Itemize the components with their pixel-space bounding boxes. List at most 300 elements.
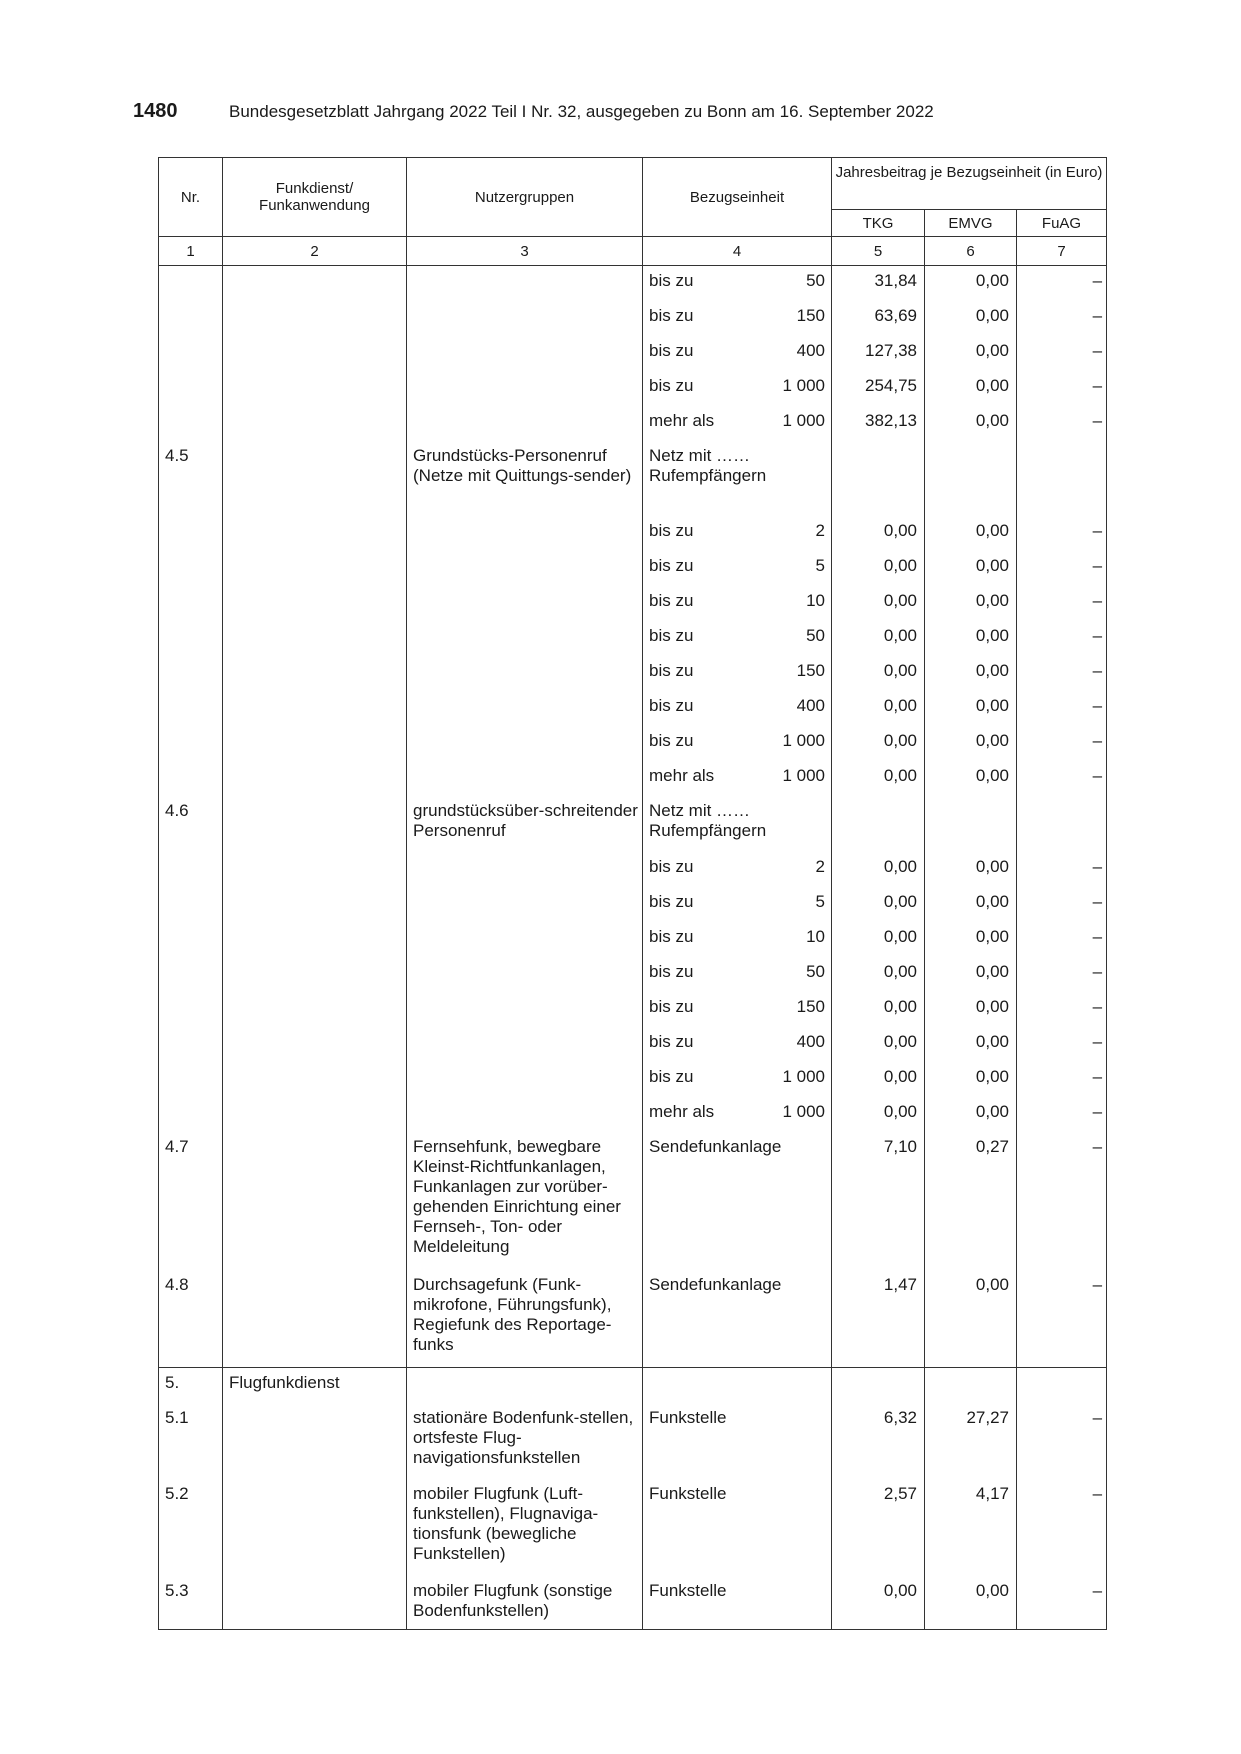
cell-funkdienst	[223, 852, 407, 887]
bezugseinheit-content	[649, 376, 825, 396]
cell-fuag: –	[1017, 922, 1107, 957]
cell-emvg: 0,00	[925, 406, 1017, 441]
cell-fuag: –	[1017, 957, 1107, 992]
table-row	[159, 887, 1107, 922]
cell-bezugseinheit	[643, 1097, 832, 1132]
cell-tkg: 0,00	[832, 1027, 925, 1062]
bezugseinheit-content	[649, 271, 825, 291]
bezugseinheit-label: bis zu	[649, 926, 694, 946]
cell-funkdienst	[223, 1270, 407, 1368]
bezugseinheit-label: bis zu	[649, 375, 694, 395]
cell-funkdienst	[223, 586, 407, 621]
cell-emvg: 0,00	[925, 586, 1017, 621]
cell-funkdienst	[223, 371, 407, 406]
bezugseinheit-content	[649, 1032, 825, 1052]
cell-funkdienst	[223, 516, 407, 551]
table-row	[159, 1479, 1107, 1576]
header-jahresbeitrag: Jahresbeitrag je Bezugseinheit (in Euro)	[832, 158, 1107, 210]
bezugseinheit-content	[649, 661, 825, 681]
bezugseinheit-menge: 5	[815, 555, 825, 575]
table-row	[159, 516, 1107, 551]
table-row	[159, 1403, 1107, 1479]
table-row	[159, 691, 1107, 726]
bezugseinheit-content	[649, 1581, 825, 1601]
cell-tkg	[832, 1368, 925, 1403]
cell-fuag: –	[1017, 1403, 1107, 1479]
cell-nutzergruppe	[407, 887, 643, 922]
header-bezugseinheit: Bezugseinheit	[643, 158, 832, 237]
bezugseinheit-menge: 400	[796, 340, 825, 360]
cell-nr: 4.7	[159, 1132, 223, 1270]
cell-tkg: 7,10	[832, 1132, 925, 1270]
cell-bezugseinheit	[643, 922, 832, 957]
bezugseinheit-label: bis zu	[649, 961, 694, 981]
cell-bezugseinheit	[643, 441, 832, 516]
cell-fuag: –	[1017, 887, 1107, 922]
cell-bezugseinheit	[643, 301, 832, 336]
cell-nr	[159, 516, 223, 551]
bezugseinheit-content	[649, 626, 825, 646]
cell-tkg: 1,47	[832, 1270, 925, 1368]
table-row	[159, 1576, 1107, 1630]
cell-emvg	[925, 796, 1017, 852]
bezugseinheit-content	[649, 1137, 825, 1157]
bezugseinheit-label: bis zu	[649, 1066, 694, 1086]
bezugseinheit-menge: 400	[796, 1031, 825, 1051]
cell-emvg: 0,00	[925, 1097, 1017, 1132]
cell-nr: 4.5	[159, 441, 223, 516]
bezugseinheit-content	[649, 857, 825, 877]
header-funkdienst: Funkdienst/ Funkanwendung	[223, 158, 407, 237]
cell-fuag: –	[1017, 266, 1107, 301]
cell-emvg	[925, 1368, 1017, 1403]
bezugseinheit-label: bis zu	[649, 625, 694, 645]
header-nr: Nr.	[159, 158, 223, 237]
cell-funkdienst	[223, 992, 407, 1027]
bezugseinheit-content	[649, 731, 825, 751]
cell-fuag	[1017, 441, 1107, 516]
header-emvg: EMVG	[925, 210, 1017, 237]
bezugseinheit-menge: 2	[815, 856, 825, 876]
cell-bezugseinheit	[643, 887, 832, 922]
cell-nutzergruppe	[407, 371, 643, 406]
cell-fuag: –	[1017, 992, 1107, 1027]
cell-fuag: –	[1017, 1062, 1107, 1097]
cell-nutzergruppe	[407, 266, 643, 301]
header-nutzergruppen: Nutzergruppen	[407, 158, 643, 237]
cell-tkg: 254,75	[832, 371, 925, 406]
table-row	[159, 1062, 1107, 1097]
bezugseinheit-menge: 10	[806, 590, 825, 610]
bezugseinheit-label: mehr als	[649, 1101, 715, 1121]
bezugseinheit-menge: 400	[796, 695, 825, 715]
bezugseinheit-label: bis zu	[649, 590, 694, 610]
bezugseinheit-label: bis zu	[649, 520, 694, 540]
cell-nr	[159, 922, 223, 957]
cell-nutzergruppe	[407, 922, 643, 957]
cell-nr: 5.1	[159, 1403, 223, 1479]
bezugseinheit-content	[649, 1484, 825, 1504]
cell-emvg: 0,00	[925, 516, 1017, 551]
cell-nr	[159, 992, 223, 1027]
cell-nr	[159, 957, 223, 992]
bezugseinheit-menge: 150	[796, 305, 825, 325]
bezugseinheit-content	[649, 341, 825, 361]
cell-emvg: 0,00	[925, 761, 1017, 796]
cell-nr	[159, 852, 223, 887]
cell-fuag: –	[1017, 1576, 1107, 1630]
cell-nutzergruppe	[407, 1368, 643, 1403]
cell-bezugseinheit	[643, 992, 832, 1027]
bezugseinheit-menge: 1 000	[782, 375, 825, 395]
cell-fuag: –	[1017, 726, 1107, 761]
bezugseinheit-content	[649, 801, 825, 841]
table-row	[159, 852, 1107, 887]
cell-nr	[159, 586, 223, 621]
bezugseinheit-content	[649, 927, 825, 947]
bezugseinheit-label: bis zu	[649, 340, 694, 360]
cell-bezugseinheit	[643, 336, 832, 371]
bezugseinheit-content	[649, 997, 825, 1017]
table-row	[159, 1097, 1107, 1132]
cell-emvg: 0,00	[925, 301, 1017, 336]
cell-tkg: 0,00	[832, 922, 925, 957]
column-number: 5	[832, 237, 925, 266]
cell-bezugseinheit	[643, 516, 832, 551]
bezugseinheit-content	[649, 892, 825, 912]
page-title: Bundesgesetzblatt Jahrgang 2022 Teil I Nr. 32, ausgegeben zu Bonn am 16. September 2022	[229, 102, 934, 121]
cell-emvg: 0,00	[925, 1576, 1017, 1630]
bezugseinheit-label: bis zu	[649, 891, 694, 911]
cell-nutzergruppe	[407, 761, 643, 796]
bezugseinheit-menge: 1 000	[782, 410, 825, 430]
cell-funkdienst	[223, 957, 407, 992]
cell-tkg: 0,00	[832, 1097, 925, 1132]
cell-fuag: –	[1017, 301, 1107, 336]
cell-funkdienst	[223, 406, 407, 441]
bezugseinheit-label: bis zu	[649, 695, 694, 715]
bezugseinheit-menge: 150	[796, 996, 825, 1016]
cell-tkg: 382,13	[832, 406, 925, 441]
cell-fuag: –	[1017, 1097, 1107, 1132]
table-row	[159, 957, 1107, 992]
bezugseinheit-menge: 5	[815, 891, 825, 911]
bezugseinheit-content	[649, 1408, 825, 1428]
cell-funkdienst	[223, 621, 407, 656]
page-number: 1480	[133, 100, 178, 122]
table-row	[159, 266, 1107, 301]
cell-bezugseinheit	[643, 1576, 832, 1630]
cell-fuag: –	[1017, 761, 1107, 796]
bezugseinheit-label: Funkstelle	[649, 1407, 727, 1427]
cell-bezugseinheit	[643, 957, 832, 992]
bezugseinheit-label: Netz mit …… Rufempfängern	[649, 800, 767, 840]
cell-fuag: –	[1017, 852, 1107, 887]
bezugseinheit-label: bis zu	[649, 1031, 694, 1051]
cell-bezugseinheit	[643, 761, 832, 796]
cell-funkdienst	[223, 691, 407, 726]
cell-emvg: 4,17	[925, 1479, 1017, 1576]
bezugseinheit-content	[649, 556, 825, 576]
cell-funkdienst	[223, 796, 407, 852]
cell-funkdienst	[223, 1479, 407, 1576]
cell-tkg	[832, 441, 925, 516]
cell-tkg: 0,00	[832, 992, 925, 1027]
table-row	[159, 1270, 1107, 1368]
bezugseinheit-menge: 50	[806, 961, 825, 981]
bezugseinheit-content	[649, 1067, 825, 1087]
cell-bezugseinheit	[643, 406, 832, 441]
cell-funkdienst	[223, 726, 407, 761]
table-row	[159, 301, 1107, 336]
bezugseinheit-content	[649, 521, 825, 541]
cell-bezugseinheit	[643, 1027, 832, 1062]
fee-table	[158, 157, 1107, 1630]
cell-fuag	[1017, 796, 1107, 852]
cell-tkg: 0,00	[832, 957, 925, 992]
bezugseinheit-menge: 150	[796, 660, 825, 680]
cell-nutzergruppe: stationäre Bodenfunk-stellen, ortsfeste Flug-navigationsfunkstellen	[407, 1403, 643, 1479]
bezugseinheit-label: Funkstelle	[649, 1580, 727, 1600]
cell-emvg: 0,00	[925, 726, 1017, 761]
cell-emvg: 0,00	[925, 852, 1017, 887]
cell-tkg: 0,00	[832, 852, 925, 887]
cell-emvg: 0,00	[925, 266, 1017, 301]
cell-funkdienst	[223, 761, 407, 796]
bezugseinheit-label: Sendefunkanlage	[649, 1274, 782, 1294]
cell-nr	[159, 266, 223, 301]
cell-tkg: 0,00	[832, 691, 925, 726]
cell-nr	[159, 1097, 223, 1132]
cell-fuag: –	[1017, 586, 1107, 621]
cell-fuag: –	[1017, 656, 1107, 691]
cell-nr	[159, 621, 223, 656]
cell-funkdienst: Flugfunkdienst	[223, 1368, 407, 1403]
bezugseinheit-content	[649, 411, 825, 431]
cell-nr	[159, 406, 223, 441]
cell-emvg: 0,00	[925, 1062, 1017, 1097]
cell-fuag: –	[1017, 336, 1107, 371]
cell-bezugseinheit	[643, 621, 832, 656]
cell-emvg: 0,00	[925, 1027, 1017, 1062]
table-row	[159, 992, 1107, 1027]
cell-nutzergruppe	[407, 852, 643, 887]
bezugseinheit-content	[649, 1102, 825, 1122]
cell-tkg: 0,00	[832, 726, 925, 761]
cell-funkdienst	[223, 301, 407, 336]
cell-bezugseinheit	[643, 1368, 832, 1403]
column-number: 3	[407, 237, 643, 266]
cell-nr: 5.	[159, 1368, 223, 1403]
bezugseinheit-menge: 1 000	[782, 765, 825, 785]
table-row	[159, 1027, 1107, 1062]
cell-bezugseinheit	[643, 852, 832, 887]
bezugseinheit-content	[649, 696, 825, 716]
bezugseinheit-content	[649, 306, 825, 326]
table-row	[159, 726, 1107, 761]
cell-emvg	[925, 441, 1017, 516]
cell-emvg: 0,27	[925, 1132, 1017, 1270]
cell-nutzergruppe: Grundstücks-Personenruf (Netze mit Quittungs-sender)	[407, 441, 643, 516]
page-header	[133, 100, 934, 123]
cell-nr	[159, 726, 223, 761]
cell-nr: 5.3	[159, 1576, 223, 1630]
cell-tkg: 2,57	[832, 1479, 925, 1576]
bezugseinheit-menge: 1 000	[782, 730, 825, 750]
cell-tkg: 0,00	[832, 551, 925, 586]
cell-nutzergruppe	[407, 406, 643, 441]
table-row	[159, 1132, 1107, 1270]
bezugseinheit-label: bis zu	[649, 305, 694, 325]
cell-tkg: 63,69	[832, 301, 925, 336]
cell-nutzergruppe	[407, 301, 643, 336]
bezugseinheit-label: mehr als	[649, 765, 715, 785]
cell-nutzergruppe: mobiler Flugfunk (sonstige Bodenfunkstellen)	[407, 1576, 643, 1630]
column-number-row	[159, 237, 1107, 266]
cell-bezugseinheit	[643, 1062, 832, 1097]
bezugseinheit-menge: 10	[806, 926, 825, 946]
cell-nr: 5.2	[159, 1479, 223, 1576]
cell-nr	[159, 656, 223, 691]
cell-funkdienst	[223, 551, 407, 586]
cell-emvg: 0,00	[925, 691, 1017, 726]
cell-nr	[159, 887, 223, 922]
cell-nutzergruppe	[407, 1062, 643, 1097]
bezugseinheit-content	[649, 446, 825, 486]
cell-nutzergruppe	[407, 336, 643, 371]
cell-tkg: 0,00	[832, 656, 925, 691]
bezugseinheit-label: bis zu	[649, 555, 694, 575]
column-number: 1	[159, 237, 223, 266]
cell-funkdienst	[223, 1576, 407, 1630]
cell-nutzergruppe: mobiler Flugfunk (Luft-funkstellen), Flugnaviga-tionsfunk (bewegliche Funkstellen)	[407, 1479, 643, 1576]
cell-tkg: 0,00	[832, 621, 925, 656]
bezugseinheit-label: bis zu	[649, 856, 694, 876]
cell-nutzergruppe	[407, 691, 643, 726]
cell-bezugseinheit	[643, 551, 832, 586]
cell-tkg: 0,00	[832, 761, 925, 796]
bezugseinheit-label: Sendefunkanlage	[649, 1136, 782, 1156]
cell-funkdienst	[223, 887, 407, 922]
table-row	[159, 656, 1107, 691]
cell-bezugseinheit	[643, 1270, 832, 1368]
cell-nr	[159, 301, 223, 336]
cell-fuag	[1017, 1368, 1107, 1403]
table-row	[159, 922, 1107, 957]
bezugseinheit-label: bis zu	[649, 996, 694, 1016]
cell-nutzergruppe	[407, 586, 643, 621]
table-row	[159, 551, 1107, 586]
cell-nutzergruppe	[407, 621, 643, 656]
cell-nutzergruppe: Durchsagefunk (Funk-mikrofone, Führungsfunk), Regiefunk des Reportage-funks	[407, 1270, 643, 1368]
cell-emvg: 0,00	[925, 1270, 1017, 1368]
cell-nutzergruppe: grundstücksüber-schreitender Personenruf	[407, 796, 643, 852]
bezugseinheit-menge: 1 000	[782, 1101, 825, 1121]
table-body	[159, 266, 1107, 1630]
cell-bezugseinheit	[643, 796, 832, 852]
cell-funkdienst	[223, 1403, 407, 1479]
cell-bezugseinheit	[643, 1479, 832, 1576]
cell-tkg: 0,00	[832, 586, 925, 621]
cell-nr	[159, 691, 223, 726]
cell-nr	[159, 551, 223, 586]
cell-emvg: 27,27	[925, 1403, 1017, 1479]
cell-fuag: –	[1017, 1479, 1107, 1576]
bezugseinheit-label: bis zu	[649, 271, 694, 290]
table-row	[159, 761, 1107, 796]
cell-emvg: 0,00	[925, 922, 1017, 957]
cell-bezugseinheit	[643, 371, 832, 406]
bezugseinheit-content	[649, 591, 825, 611]
cell-nr	[159, 1062, 223, 1097]
cell-bezugseinheit	[643, 691, 832, 726]
cell-nr	[159, 336, 223, 371]
cell-nutzergruppe	[407, 726, 643, 761]
cell-funkdienst	[223, 441, 407, 516]
table-row	[159, 586, 1107, 621]
cell-fuag: –	[1017, 406, 1107, 441]
cell-fuag: –	[1017, 1027, 1107, 1062]
column-number: 7	[1017, 237, 1107, 266]
bezugseinheit-menge: 50	[806, 625, 825, 645]
column-number: 2	[223, 237, 407, 266]
cell-tkg: 127,38	[832, 336, 925, 371]
cell-fuag: –	[1017, 551, 1107, 586]
bezugseinheit-menge: 1 000	[782, 1066, 825, 1086]
bezugseinheit-content	[649, 766, 825, 786]
cell-funkdienst	[223, 656, 407, 691]
cell-emvg: 0,00	[925, 887, 1017, 922]
column-number: 4	[643, 237, 832, 266]
cell-nutzergruppe	[407, 656, 643, 691]
cell-tkg: 0,00	[832, 887, 925, 922]
bezugseinheit-label: Funkstelle	[649, 1483, 727, 1503]
cell-funkdienst	[223, 336, 407, 371]
cell-funkdienst	[223, 922, 407, 957]
bezugseinheit-content	[649, 962, 825, 982]
table-row	[159, 796, 1107, 852]
table-row	[159, 1368, 1107, 1403]
column-number: 6	[925, 237, 1017, 266]
bezugseinheit-menge: 50	[806, 271, 825, 290]
cell-bezugseinheit	[643, 266, 832, 301]
cell-nutzergruppe	[407, 992, 643, 1027]
cell-emvg: 0,00	[925, 656, 1017, 691]
cell-nutzergruppe	[407, 957, 643, 992]
cell-tkg	[832, 796, 925, 852]
cell-emvg: 0,00	[925, 992, 1017, 1027]
cell-nutzergruppe	[407, 516, 643, 551]
table-row	[159, 441, 1107, 516]
cell-funkdienst	[223, 1132, 407, 1270]
cell-bezugseinheit	[643, 726, 832, 761]
cell-tkg: 0,00	[832, 516, 925, 551]
bezugseinheit-label: bis zu	[649, 730, 694, 750]
cell-bezugseinheit	[643, 656, 832, 691]
cell-fuag: –	[1017, 1132, 1107, 1270]
cell-nr	[159, 761, 223, 796]
cell-funkdienst	[223, 1097, 407, 1132]
cell-emvg: 0,00	[925, 957, 1017, 992]
cell-fuag: –	[1017, 621, 1107, 656]
bezugseinheit-label: mehr als	[649, 410, 715, 430]
cell-nr: 4.8	[159, 1270, 223, 1368]
cell-nutzergruppe	[407, 551, 643, 586]
cell-fuag: –	[1017, 1270, 1107, 1368]
bezugseinheit-label: Netz mit …… Rufempfängern	[649, 445, 767, 485]
cell-tkg: 31,84	[832, 266, 925, 301]
cell-tkg: 0,00	[832, 1062, 925, 1097]
